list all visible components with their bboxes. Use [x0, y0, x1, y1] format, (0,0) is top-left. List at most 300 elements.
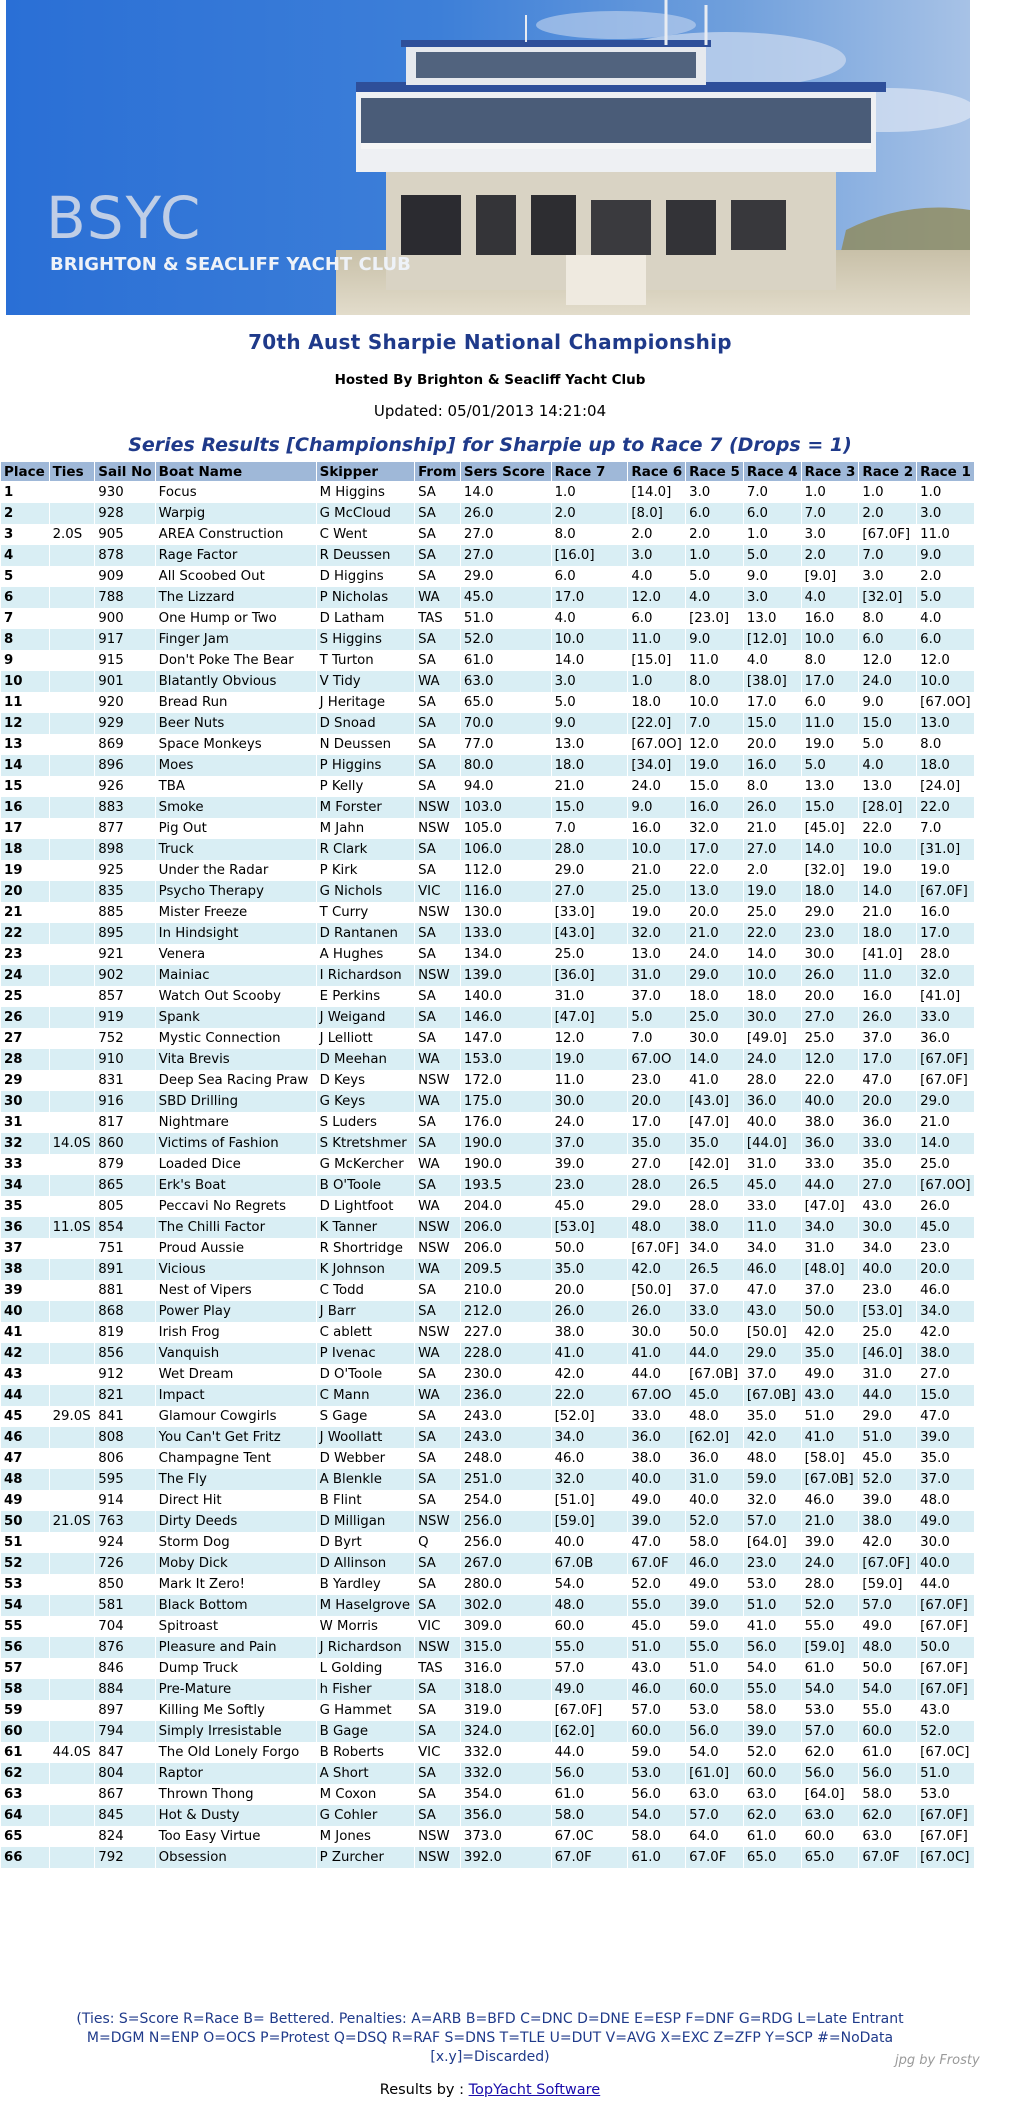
table-cell: 48.0 [551, 1595, 628, 1616]
table-cell: D O'Toole [316, 1364, 414, 1385]
table-cell: Proud Aussie [155, 1238, 316, 1259]
place-cell: 31 [1, 1112, 50, 1133]
table-cell: 332.0 [460, 1742, 551, 1763]
table-cell: 61.0 [859, 1742, 917, 1763]
table-cell: Dump Truck [155, 1658, 316, 1679]
table-cell [49, 1280, 95, 1301]
table-cell: 31.0 [859, 1364, 917, 1385]
table-cell: NSW [415, 965, 461, 986]
table-cell: 8.0 [859, 608, 917, 629]
column-header: Race 3 [801, 462, 859, 482]
table-cell: W Morris [316, 1616, 414, 1637]
table-cell: 67.0F [551, 1847, 628, 1868]
table-cell: [36.0] [551, 965, 628, 986]
table-cell: 23.0 [628, 1070, 686, 1091]
table-cell: 19.0 [917, 860, 975, 881]
table-cell: 67.0F [686, 1847, 744, 1868]
table-cell: 67.0O [628, 1385, 686, 1406]
table-cell: 32.0 [551, 1469, 628, 1490]
table-cell: [67.0F] [917, 1595, 975, 1616]
table-cell: Vanquish [155, 1343, 316, 1364]
table-cell: R Shortridge [316, 1238, 414, 1259]
table-cell: 50.0 [551, 1238, 628, 1259]
table-row [1, 1217, 975, 1238]
table-row [1, 1364, 975, 1385]
table-cell: Storm Dog [155, 1532, 316, 1553]
table-cell: 14.0S [49, 1133, 95, 1154]
table-cell [49, 629, 95, 650]
table-cell: 139.0 [460, 965, 551, 986]
place-cell: 34 [1, 1175, 50, 1196]
table-row [1, 839, 975, 860]
place-cell: 22 [1, 923, 50, 944]
table-cell [49, 1763, 95, 1784]
table-cell [49, 1469, 95, 1490]
table-cell: 10.0 [859, 839, 917, 860]
table-row [1, 1007, 975, 1028]
table-cell: 21.0 [551, 776, 628, 797]
table-cell: Simply Irresistable [155, 1721, 316, 1742]
table-cell: Warpig [155, 503, 316, 524]
table-cell: Mister Freeze [155, 902, 316, 923]
table-row [1, 776, 975, 797]
table-cell: 18.0 [628, 692, 686, 713]
table-cell: N Deussen [316, 734, 414, 755]
table-cell: Loaded Dice [155, 1154, 316, 1175]
table-row [1, 503, 975, 524]
table-cell: SA [415, 545, 461, 566]
table-cell: 29.0 [686, 965, 744, 986]
table-cell: L Golding [316, 1658, 414, 1679]
table-cell: 4.0 [743, 650, 801, 671]
table-cell: 6.0 [551, 566, 628, 587]
table-cell: [46.0] [859, 1343, 917, 1364]
table-cell: Spank [155, 1007, 316, 1028]
table-cell: 847 [95, 1742, 155, 1763]
table-cell: 18.0 [801, 881, 859, 902]
table-cell: 857 [95, 986, 155, 1007]
table-cell: 254.0 [460, 1490, 551, 1511]
table-cell: 58.0 [551, 1805, 628, 1826]
table-cell: 63.0 [460, 671, 551, 692]
table-cell: [15.0] [628, 650, 686, 671]
table-cell: K Tanner [316, 1217, 414, 1238]
table-cell [49, 776, 95, 797]
table-cell: 17.0 [917, 923, 975, 944]
place-cell: 2 [1, 503, 50, 524]
table-cell: AREA Construction [155, 524, 316, 545]
table-cell: 854 [95, 1217, 155, 1238]
table-cell: 206.0 [460, 1217, 551, 1238]
table-cell: 26.0 [551, 1301, 628, 1322]
table-cell: 30.0 [917, 1532, 975, 1553]
table-cell: 16.0 [743, 755, 801, 776]
place-cell: 50 [1, 1511, 50, 1532]
table-cell: SA [415, 1364, 461, 1385]
table-cell: 12.0 [628, 587, 686, 608]
table-cell: Wet Dream [155, 1364, 316, 1385]
table-cell: 910 [95, 1049, 155, 1070]
table-cell: 46.0 [917, 1280, 975, 1301]
table-cell: 172.0 [460, 1070, 551, 1091]
table-cell: 22.0 [686, 860, 744, 881]
table-cell: 10.0 [628, 839, 686, 860]
table-cell: SA [415, 1679, 461, 1700]
table-cell: 6.0 [743, 503, 801, 524]
table-row [1, 1070, 975, 1091]
table-cell: 9.0 [551, 713, 628, 734]
table-cell: 52.0 [686, 1511, 744, 1532]
table-cell: 47.0 [917, 1406, 975, 1427]
place-cell: 28 [1, 1049, 50, 1070]
table-cell: 18.0 [859, 923, 917, 944]
table-cell: 35.0 [551, 1259, 628, 1280]
table-cell: 112.0 [460, 860, 551, 881]
table-cell: 23.0 [743, 1553, 801, 1574]
table-cell [49, 1532, 95, 1553]
table-cell: 22.0 [859, 818, 917, 839]
table-cell: [67.0F] [917, 1070, 975, 1091]
table-cell: 1.0 [801, 482, 859, 504]
table-cell: [67.0F] [859, 524, 917, 545]
table-cell: 44.0 [859, 1385, 917, 1406]
table-cell: 3.0 [917, 503, 975, 524]
table-cell [49, 1427, 95, 1448]
table-cell: Truck [155, 839, 316, 860]
topyacht-link[interactable]: TopYacht Software [468, 2082, 601, 2098]
table-cell: 824 [95, 1826, 155, 1847]
table-cell [49, 1343, 95, 1364]
table-cell: 25.0 [743, 902, 801, 923]
table-cell: 817 [95, 1112, 155, 1133]
table-cell: 3.0 [628, 545, 686, 566]
table-cell: 230.0 [460, 1364, 551, 1385]
table-cell: 62.0 [743, 1805, 801, 1826]
table-cell: Direct Hit [155, 1490, 316, 1511]
place-cell: 52 [1, 1553, 50, 1574]
table-cell: 35.0 [743, 1406, 801, 1427]
table-cell: 23.0 [917, 1238, 975, 1259]
table-cell: 26.0 [917, 1196, 975, 1217]
table-cell: 30.0 [859, 1217, 917, 1238]
table-cell: [67.0C] [917, 1847, 975, 1868]
table-cell: 36.0 [686, 1448, 744, 1469]
table-row [1, 1595, 975, 1616]
table-cell: 65.0 [460, 692, 551, 713]
table-cell: 24.0 [743, 1049, 801, 1070]
table-cell: [67.0F] [917, 1805, 975, 1826]
table-cell: J Woollatt [316, 1427, 414, 1448]
table-row [1, 860, 975, 881]
table-cell [49, 1553, 95, 1574]
table-cell: Vita Brevis [155, 1049, 316, 1070]
table-cell: [14.0] [628, 482, 686, 504]
table-cell: 2.0 [628, 524, 686, 545]
table-cell: 54.0 [628, 1805, 686, 1826]
table-cell: 868 [95, 1301, 155, 1322]
table-cell: 26.0 [801, 965, 859, 986]
table-cell [49, 713, 95, 734]
table-cell: [67.0F] [551, 1700, 628, 1721]
table-cell: 61.0 [743, 1826, 801, 1847]
table-cell: 55.0 [628, 1595, 686, 1616]
table-cell: SA [415, 566, 461, 587]
table-cell: 917 [95, 629, 155, 650]
table-cell: SA [415, 1595, 461, 1616]
table-row [1, 1511, 975, 1532]
place-cell: 12 [1, 713, 50, 734]
table-cell: The Old Lonely Forgo [155, 1742, 316, 1763]
table-cell: 925 [95, 860, 155, 881]
table-cell: 26.0 [743, 797, 801, 818]
table-cell: 914 [95, 1490, 155, 1511]
place-cell: 62 [1, 1763, 50, 1784]
table-cell: 40.0 [801, 1091, 859, 1112]
table-cell: Power Play [155, 1301, 316, 1322]
table-cell: WA [415, 671, 461, 692]
table-cell: 175.0 [460, 1091, 551, 1112]
table-cell: 27.0 [628, 1154, 686, 1175]
table-cell: 280.0 [460, 1574, 551, 1595]
table-cell: 25.0 [801, 1028, 859, 1049]
table-cell: [59.0] [859, 1574, 917, 1595]
table-cell: 29.0 [628, 1196, 686, 1217]
table-cell: 42.0 [551, 1364, 628, 1385]
table-cell: 62.0 [859, 1805, 917, 1826]
table-row [1, 1721, 975, 1742]
table-cell: SA [415, 1280, 461, 1301]
table-cell: 3.0 [686, 482, 744, 504]
place-cell: 45 [1, 1406, 50, 1427]
table-cell: SA [415, 692, 461, 713]
table-cell: 43.0 [628, 1658, 686, 1679]
table-cell [49, 671, 95, 692]
table-cell: One Hump or Two [155, 608, 316, 629]
table-cell: Black Bottom [155, 1595, 316, 1616]
table-cell: 56.0 [743, 1637, 801, 1658]
place-cell: 24 [1, 965, 50, 986]
table-cell: 190.0 [460, 1154, 551, 1175]
place-cell: 64 [1, 1805, 50, 1826]
table-cell: [64.0] [743, 1532, 801, 1553]
table-cell: 47.0 [743, 1280, 801, 1301]
table-row [1, 902, 975, 923]
table-cell: NSW [415, 1322, 461, 1343]
table-cell: 36.0 [801, 1133, 859, 1154]
table-cell: WA [415, 1154, 461, 1175]
table-cell [49, 1385, 95, 1406]
place-cell: 1 [1, 482, 50, 504]
table-cell: 902 [95, 965, 155, 986]
table-row [1, 713, 975, 734]
table-cell: 881 [95, 1280, 155, 1301]
table-row [1, 1532, 975, 1553]
table-cell: 930 [95, 482, 155, 504]
table-cell: 5.0 [686, 566, 744, 587]
table-cell: 27.0 [917, 1364, 975, 1385]
table-cell: 32.0 [628, 923, 686, 944]
table-cell: 193.5 [460, 1175, 551, 1196]
table-cell: 15.0 [743, 713, 801, 734]
table-cell: 51.0 [917, 1763, 975, 1784]
table-cell: 54.0 [686, 1742, 744, 1763]
table-cell: VIC [415, 1742, 461, 1763]
table-cell: Under the Radar [155, 860, 316, 881]
table-cell: Champagne Tent [155, 1448, 316, 1469]
table-row [1, 923, 975, 944]
table-cell: [12.0] [743, 629, 801, 650]
table-cell: 45.0 [551, 1196, 628, 1217]
table-cell: SA [415, 1448, 461, 1469]
table-cell: 5.0 [551, 692, 628, 713]
table-cell: 44.0 [551, 1742, 628, 1763]
table-cell: NSW [415, 797, 461, 818]
table-cell: NSW [415, 818, 461, 839]
table-cell: 41.0 [628, 1343, 686, 1364]
table-cell: Too Easy Virtue [155, 1826, 316, 1847]
place-cell: 47 [1, 1448, 50, 1469]
table-cell: [34.0] [628, 755, 686, 776]
table-cell [49, 1049, 95, 1070]
table-cell: [44.0] [743, 1133, 801, 1154]
table-cell: 256.0 [460, 1532, 551, 1553]
place-cell: 61 [1, 1742, 50, 1763]
table-cell: 12.0 [917, 650, 975, 671]
table-cell: 10.0 [917, 671, 975, 692]
table-cell: J Richardson [316, 1637, 414, 1658]
table-cell: SA [415, 1700, 461, 1721]
table-cell [49, 1259, 95, 1280]
table-cell [49, 1574, 95, 1595]
table-cell: NSW [415, 1238, 461, 1259]
table-cell: 18.0 [686, 986, 744, 1007]
table-cell: TAS [415, 608, 461, 629]
table-cell: 808 [95, 1427, 155, 1448]
table-cell: 62.0 [801, 1742, 859, 1763]
table-cell: 865 [95, 1175, 155, 1196]
table-cell: D Meehan [316, 1049, 414, 1070]
table-cell: 64.0 [686, 1826, 744, 1847]
table-cell: 11.0 [743, 1217, 801, 1238]
table-cell: 850 [95, 1574, 155, 1595]
table-row [1, 986, 975, 1007]
table-cell: The Chilli Factor [155, 1217, 316, 1238]
table-cell: 39.0 [628, 1511, 686, 1532]
table-cell: S Ktretshmer [316, 1133, 414, 1154]
table-cell: 31.0 [628, 965, 686, 986]
table-cell: [50.0] [628, 1280, 686, 1301]
table-cell: D Rantanen [316, 923, 414, 944]
table-cell: 1.0 [686, 545, 744, 566]
table-cell: [22.0] [628, 713, 686, 734]
table-cell: 24.0 [859, 671, 917, 692]
table-cell: 39.0 [917, 1427, 975, 1448]
table-cell: [47.0] [686, 1112, 744, 1133]
table-cell: 29.0 [859, 1406, 917, 1427]
table-cell: [38.0] [743, 671, 801, 692]
table-cell: B Gage [316, 1721, 414, 1742]
table-cell: 51.0 [686, 1658, 744, 1679]
table-cell: 47.0 [859, 1070, 917, 1091]
table-cell: 52.0 [628, 1574, 686, 1595]
table-cell: 65.0 [801, 1847, 859, 1868]
table-cell: 37.0 [743, 1364, 801, 1385]
table-cell: 44.0 [917, 1574, 975, 1595]
clubhouse-photo [6, 0, 970, 315]
table-cell: 17.0 [859, 1049, 917, 1070]
table-cell [49, 1028, 95, 1049]
table-cell: 726 [95, 1553, 155, 1574]
table-cell: 21.0 [686, 923, 744, 944]
table-cell: [51.0] [551, 1490, 628, 1511]
table-cell: 2.0 [801, 545, 859, 566]
table-row [1, 1112, 975, 1133]
table-cell: 57.0 [743, 1511, 801, 1532]
table-cell: 67.0F [859, 1847, 917, 1868]
table-cell: 819 [95, 1322, 155, 1343]
place-cell: 35 [1, 1196, 50, 1217]
table-cell: 2.0 [551, 503, 628, 524]
table-cell: 21.0 [917, 1112, 975, 1133]
table-cell: 38.0 [917, 1343, 975, 1364]
table-cell: 891 [95, 1259, 155, 1280]
table-cell: 883 [95, 797, 155, 818]
table-cell: [23.0] [686, 608, 744, 629]
table-cell: [59.0] [801, 1637, 859, 1658]
table-cell: 28.0 [628, 1175, 686, 1196]
place-cell: 4 [1, 545, 50, 566]
table-cell: SA [415, 839, 461, 860]
table-row [1, 524, 975, 545]
table-cell [49, 1007, 95, 1028]
table-cell: 19.0 [801, 734, 859, 755]
table-row [1, 1763, 975, 1784]
table-cell: 29.0S [49, 1406, 95, 1427]
table-cell: [67.0F] [917, 1679, 975, 1700]
table-cell: 63.0 [743, 1784, 801, 1805]
table-cell: 42.0 [801, 1322, 859, 1343]
table-cell: 4.0 [686, 587, 744, 608]
table-cell: 227.0 [460, 1322, 551, 1343]
column-header: Sers Score [460, 462, 551, 482]
table-cell: 58.0 [859, 1784, 917, 1805]
table-cell: 20.0 [551, 1280, 628, 1301]
table-cell: 45.0 [460, 587, 551, 608]
table-cell: Finger Jam [155, 629, 316, 650]
table-cell: 8.0 [801, 650, 859, 671]
table-row [1, 1238, 975, 1259]
table-cell: WA [415, 1385, 461, 1406]
table-cell: 13.0 [686, 881, 744, 902]
table-cell: 5.0 [628, 1007, 686, 1028]
table-cell: [32.0] [801, 860, 859, 881]
table-cell: Smoke [155, 797, 316, 818]
table-cell: 332.0 [460, 1763, 551, 1784]
table-cell: NSW [415, 1637, 461, 1658]
table-cell: 38.0 [801, 1112, 859, 1133]
photo-credit: jpg by Frosty [895, 2053, 980, 2068]
penalty-legend [20, 2010, 960, 2067]
table-cell: 309.0 [460, 1616, 551, 1637]
table-cell: 13.0 [628, 944, 686, 965]
table-cell: 54.0 [859, 1679, 917, 1700]
table-cell: 704 [95, 1616, 155, 1637]
table-cell: 9.0 [859, 692, 917, 713]
place-cell: 15 [1, 776, 50, 797]
place-cell: 32 [1, 1133, 50, 1154]
table-cell: 16.0 [859, 986, 917, 1007]
table-cell: 106.0 [460, 839, 551, 860]
